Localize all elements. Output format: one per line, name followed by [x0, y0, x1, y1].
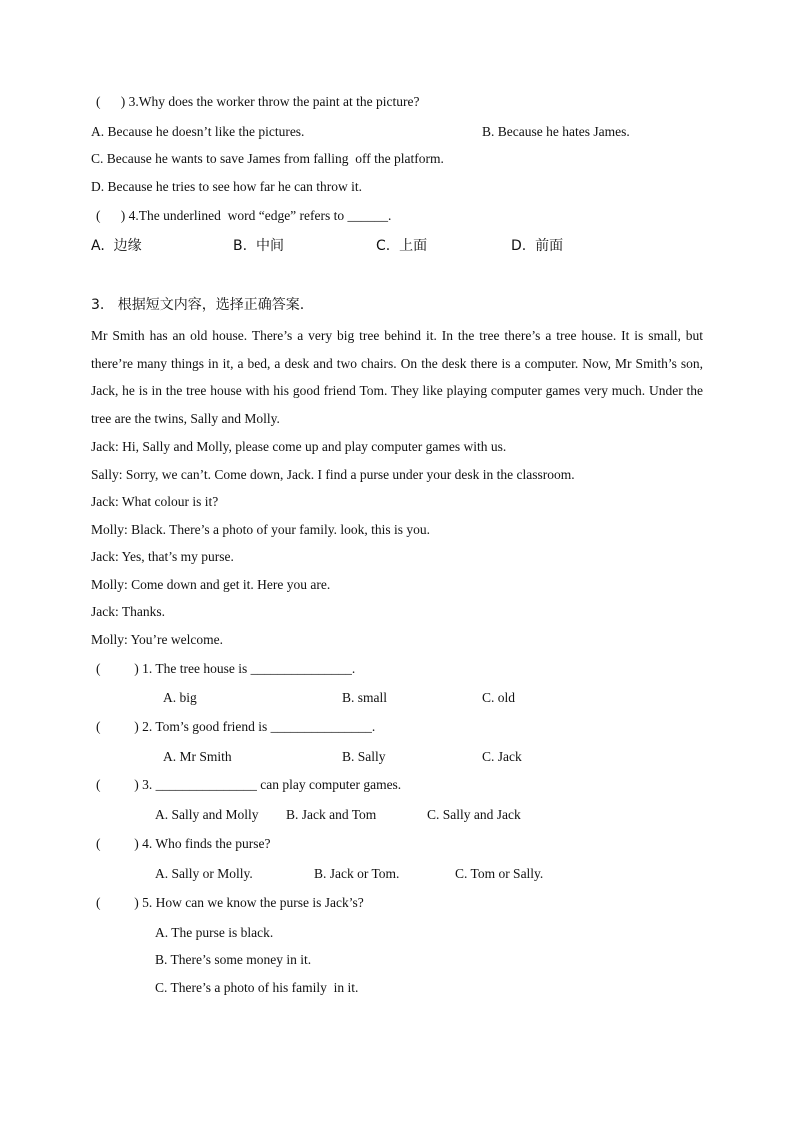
- q4-option-b: B. 中间: [233, 238, 284, 254]
- question-4-option-a: A. Sally or Molly.: [155, 866, 253, 881]
- question-1-stem: ( ) 1. The tree house is _______________.: [96, 661, 356, 676]
- question-5-option-c: C. There’s a photo of his family in it.: [155, 980, 359, 995]
- question-4-stem: ( ) 4. Who finds the purse?: [96, 836, 271, 851]
- dialogue-line: Sally: Sorry, we can’t. Come down, Jack. I find a purse under your desk in the classroom.: [91, 467, 575, 482]
- question-3-stem: ( ) 3. _______________ can play computer games.: [96, 777, 402, 792]
- question-5-option-b: B. There’s some money in it.: [155, 952, 312, 967]
- question-3-option-b: B. Jack and Tom: [286, 807, 377, 822]
- dialogue-line: Jack: Hi, Sally and Molly, please come up and play computer games with us.: [91, 439, 507, 454]
- dialogue-line: Jack: Yes, that’s my purse.: [91, 549, 234, 564]
- reading-passage: Mr Smith has an old house. There’s a very big tree behind it. In the tree there’s a tree house. It is small, but there’re many things in it, a bed, a desk and two chairs. On the desk there is a computer. Now, Mr Smith’s son, Jack, he is in the tree house with his good friend Tom. They like playing computer games very much. Under the tree are the twins, Sally and Molly.: [91, 328, 703, 426]
- question-1-option-b: B. small: [342, 690, 388, 705]
- q4-stem: ( ) 4.The underlined word “edge” refers to ______.: [96, 208, 392, 223]
- question-4-option-b: B. Jack or Tom.: [314, 866, 400, 881]
- question-3-option-c: C. Sally and Jack: [427, 807, 521, 822]
- section-heading: 3. 根据短文内容，选择正确答案.: [91, 297, 305, 313]
- q3-option-c: C. Because he wants to save James from falling off the platform.: [91, 151, 444, 166]
- q3-option-d: D. Because he tries to see how far he can throw it.: [91, 179, 363, 194]
- dialogue-line: Molly: You’re welcome.: [91, 632, 223, 647]
- question-5-stem: ( ) 5. How can we know the purse is Jack’s?: [96, 895, 364, 910]
- q3-stem: ( ) 3.Why does the worker throw the paint at the picture?: [96, 94, 420, 109]
- question-3-option-a: A. Sally and Molly: [155, 807, 259, 822]
- question-2-stem: ( ) 2. Tom’s good friend is _______________.: [96, 719, 376, 734]
- q3-option-b: B. Because he hates James.: [482, 124, 630, 139]
- question-2-option-c: C. Jack: [482, 749, 522, 764]
- dialogue-line: Molly: Come down and get it. Here you are.: [91, 577, 331, 592]
- q4-option-a: A. 边缘: [91, 238, 142, 254]
- question-2-option-b: B. Sally: [342, 749, 386, 764]
- question-2-option-a: A. Mr Smith: [163, 749, 232, 764]
- q4-option-d: D. 前面: [511, 238, 564, 254]
- question-5-option-a: A. The purse is black.: [155, 925, 274, 940]
- question-1-option-a: A. big: [163, 690, 197, 705]
- question-4-option-c: C. Tom or Sally.: [455, 866, 544, 881]
- q4-option-c: C. 上面: [376, 238, 428, 254]
- dialogue-line: Molly: Black. There’s a photo of your family. look, this is you.: [91, 522, 430, 537]
- dialogue-line: Jack: Thanks.: [91, 604, 165, 619]
- q3-option-a: A. Because he doesn’t like the pictures.: [91, 124, 305, 139]
- dialogue-line: Jack: What colour is it?: [91, 494, 219, 509]
- question-1-option-c: C. old: [482, 690, 516, 705]
